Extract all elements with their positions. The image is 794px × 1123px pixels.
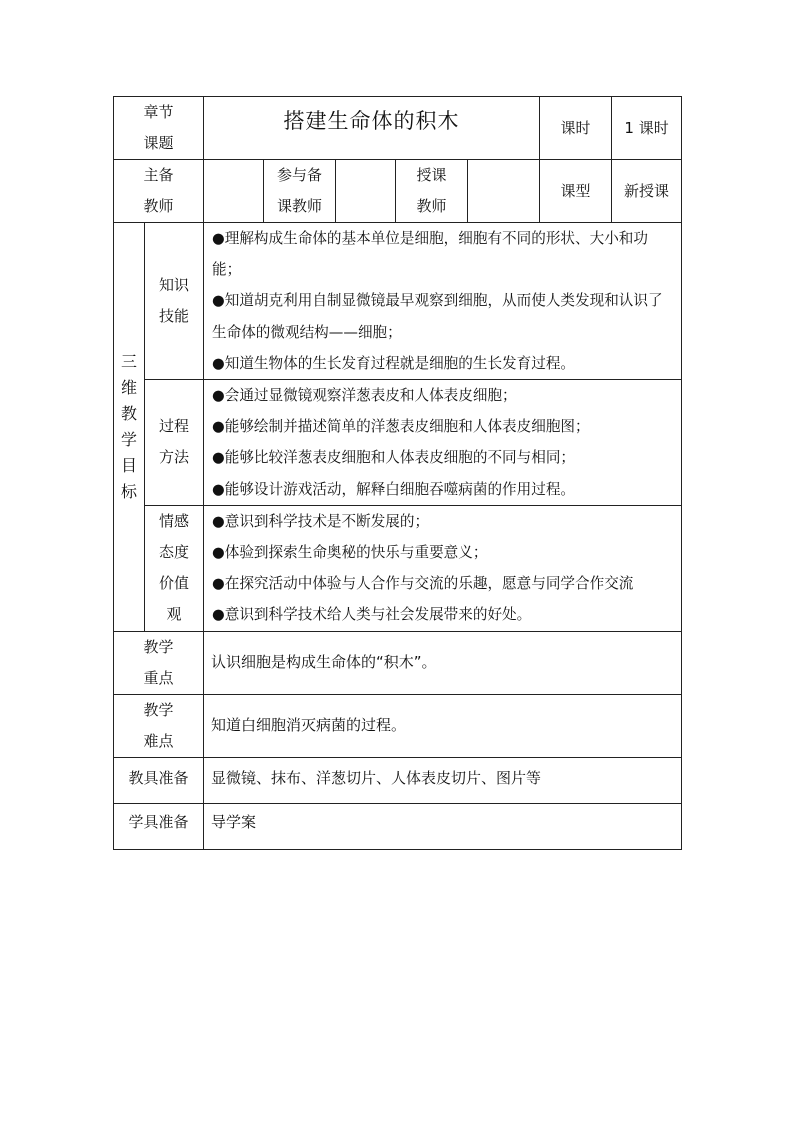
- knowledge-label: [145, 223, 204, 380]
- group-char: 维: [120, 377, 137, 397]
- student-tools-value: 导学案: [204, 803, 682, 849]
- key-point-row: [114, 631, 682, 694]
- difficulty-row: [114, 694, 682, 757]
- difficulty-label-line1: 教学: [143, 700, 174, 719]
- co-teacher-line2: 课教师: [277, 197, 323, 215]
- hours-value: 1 课时: [612, 97, 682, 160]
- teaching-tools-label: 教具准备: [114, 757, 204, 803]
- group-char: 目: [120, 455, 137, 475]
- lead-teacher-value: [204, 160, 264, 223]
- title-row: [114, 97, 682, 160]
- lead-teacher-label: [114, 160, 204, 223]
- process-item: ●能够设计游戏活动，解释白细胞吞噬病菌的作用过程。: [212, 480, 576, 498]
- co-teacher-label: [264, 160, 336, 223]
- chapter-label-cell: [114, 97, 204, 160]
- knowledge-items: [204, 223, 682, 380]
- attitude-item: ●意识到科学技术给人类与社会发展带来的好处。: [212, 606, 532, 624]
- teaching-tools-row: [114, 757, 682, 803]
- knowledge-item: ●知道生物体的生长发育过程就是细胞的生长发育过程。: [212, 354, 576, 372]
- process-label-line2: 方法: [159, 448, 190, 467]
- instructor-value: [468, 160, 540, 223]
- attitude-label-line2: 态度: [159, 543, 190, 562]
- lesson-title: 搭建生命体的积木: [204, 97, 540, 160]
- attitude-item: ●在探究活动中体验与人合作与交流的乐趣，愿意与同学合作交流: [212, 575, 634, 593]
- knowledge-row: [114, 223, 682, 380]
- difficulty-label-line2: 难点: [143, 731, 174, 750]
- group-char: 教: [120, 403, 137, 423]
- lesson-plan-table: [113, 96, 682, 850]
- student-tools-row: [114, 803, 682, 849]
- chapter-label-line2: 课题: [143, 134, 174, 152]
- process-label: [145, 380, 204, 506]
- process-row: [114, 380, 682, 506]
- knowledge-label-line2: 技能: [159, 307, 190, 325]
- process-item: ●能够比较洋葱表皮细胞和人体表皮细胞的不同与相同；: [212, 449, 576, 467]
- attitude-row: [114, 505, 682, 631]
- group-char: 标: [120, 481, 137, 501]
- attitude-item: ●意识到科学技术是不断发展的；: [212, 512, 430, 530]
- key-point-label-line1: 教学: [143, 637, 174, 656]
- instructor-line2: 教师: [416, 197, 447, 215]
- process-item: ●能够绘制并描述简单的洋葱表皮细胞和人体表皮细胞图；: [212, 418, 590, 436]
- attitude-label-line1: 情感: [159, 512, 190, 531]
- key-point-label-line2: 重点: [143, 668, 174, 687]
- type-value: 新授课: [612, 160, 682, 223]
- knowledge-label-line1: 知识: [159, 276, 190, 294]
- knowledge-item: ●理解构成生命体的基本单位是细胞，细胞有不同的形状、大小和功能；: [212, 230, 648, 279]
- attitude-items: [204, 505, 682, 631]
- attitude-label-line3: 价值: [159, 574, 190, 593]
- knowledge-item: ●知道胡克利用自制显微镜最早观察到细胞，从而使人类发现和认识了生命体的微观结构——细胞；: [212, 292, 663, 341]
- student-tools-label: 学具准备: [114, 803, 204, 849]
- instructor-line1: 授课: [416, 166, 447, 184]
- group-char: 学: [120, 429, 137, 449]
- group-char: 三: [120, 351, 137, 371]
- co-teacher-value: [336, 160, 396, 223]
- teacher-row: [114, 160, 682, 223]
- key-point-label: [114, 631, 204, 694]
- attitude-item: ●体验到探索生命奥秘的快乐与重要意义；: [212, 544, 488, 562]
- key-point-value: 认识细胞是构成生命体的“积木”。: [204, 631, 682, 694]
- process-item: ●会通过显微镜观察洋葱表皮和人体表皮细胞；: [212, 387, 517, 405]
- type-label: 课型: [540, 160, 612, 223]
- objectives-group-label: [114, 223, 145, 632]
- instructor-label: [396, 160, 468, 223]
- lead-teacher-line1: 主备: [143, 166, 174, 184]
- difficulty-value: 知道白细胞消灭病菌的过程。: [204, 694, 682, 757]
- attitude-label-line4: 观: [166, 605, 182, 624]
- difficulty-label: [114, 694, 204, 757]
- attitude-label: [145, 505, 204, 631]
- process-items: [204, 380, 682, 506]
- process-label-line1: 过程: [159, 417, 190, 436]
- co-teacher-line1: 参与备: [277, 166, 323, 184]
- lead-teacher-line2: 教师: [143, 197, 174, 215]
- teaching-tools-value: 显微镜、抹布、洋葱切片、人体表皮切片、图片等: [204, 757, 682, 803]
- chapter-label-line1: 章节: [143, 103, 174, 121]
- hours-label: 课时: [540, 97, 612, 160]
